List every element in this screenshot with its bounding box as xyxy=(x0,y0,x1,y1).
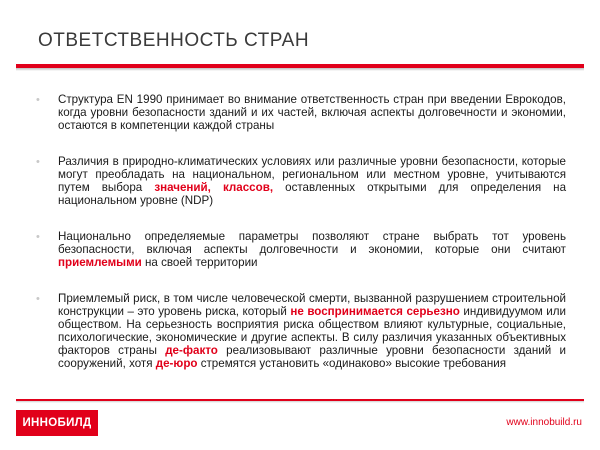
bullet-item xyxy=(36,155,566,207)
bullet-dot-icon: • xyxy=(36,156,40,168)
bullet-item xyxy=(36,230,566,269)
bullet-item xyxy=(36,292,566,370)
bullet-dot-icon: • xyxy=(36,293,40,305)
bullet-text: Приемлемый риск, в том числе человеческой смерти, вызванной разрушением строительной конструкции – это уровень риска, который xyxy=(58,292,566,318)
highlighted-term: не воспринимается серьезно xyxy=(290,305,460,318)
bullet-text: реализовывают различные уровни безопасности зданий и сооружений, хотя xyxy=(58,344,566,370)
title-divider-shadow xyxy=(16,68,584,71)
website-link[interactable]: www.innobuild.ru xyxy=(506,417,582,428)
bullet-text: Структура EN 1990 принимает во внимание ответственность стран при введении Еврокодов, когда уровни безопасности зданий и их частей, включая аспекты долговечности и экономии, остаются в компетенции каждой страны xyxy=(58,93,566,132)
highlighted-term: де-факто xyxy=(165,344,218,357)
company-logo: ИННОБИЛД xyxy=(16,410,98,436)
bullet-text: оставленных открытыми для определения на национальном уровне (NDP) xyxy=(58,181,567,207)
bullet-item xyxy=(36,93,566,132)
bullet-dot-icon: • xyxy=(36,231,40,243)
slide-title: ОТВЕТСТВЕННОСТЬ СТРАН xyxy=(38,30,310,51)
highlighted-term: приемлемыми xyxy=(58,256,142,269)
footer-divider-shadow xyxy=(16,401,584,403)
bullet-text: индивидуумом или обществом. На серьезность восприятия риска обществом влияют культурные, социальные, психологические, экономические и другие аспекты. В силу различия указанных объективных факторов страны xyxy=(58,305,567,357)
bullet-dot-icon: • xyxy=(36,94,40,106)
highlighted-term: значений, классов, xyxy=(154,181,274,194)
bullet-list xyxy=(36,93,566,393)
highlighted-term: де-юро xyxy=(155,357,198,370)
bullet-text: Различия в природно-климатических условиях или различные уровни безопасности, которые могут преобладать на национальном, региональном или местном уровне, учитываются путем выбора xyxy=(58,155,566,194)
bullet-text: на своей территории xyxy=(141,256,258,269)
bullet-text: стремятся установить «одинаково» высокие требования xyxy=(197,357,506,370)
bullet-text: Национально определяемые параметры позволяют стране выбрать тот уровень безопасности, включая аспекты долговечности и экономии, которые они считают xyxy=(58,230,566,256)
